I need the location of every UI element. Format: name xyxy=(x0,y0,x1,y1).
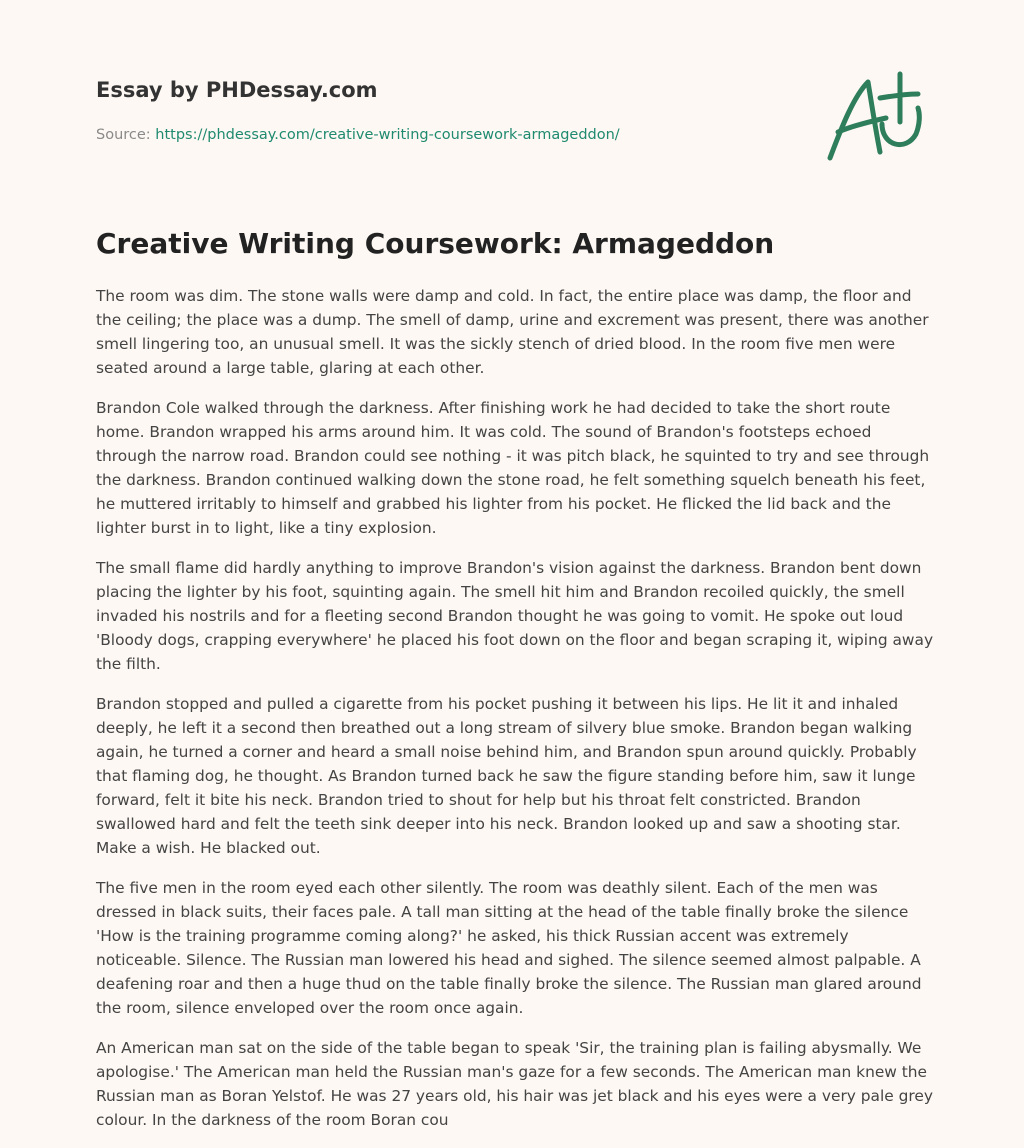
body-paragraph: The small flame did hardly anything to improve Brandon's vision against the darkness. Brandon bent down placing the lighter by his foot, squinting again. The smell hit him and Brandon recoiled quickly, the smell invaded his nostrils and for a fleeting second Brandon thought he was going to vomit. He spoke out loud 'Bloody dogs, crapping everywhere' he placed his foot down on the floor and began scraping it, wiping away the filth. xyxy=(96,559,934,673)
source-label: Source: xyxy=(96,127,151,143)
essay-title: Creative Writing Coursework: Armageddon xyxy=(96,227,775,260)
body-paragraph: The five men in the room eyed each other silently. The room was deathly silent. Each of the men was dressed in black suits, their faces pale. A tall man sitting at the head of the table finally broke the silence 'How is the training programme coming along?' he asked, his thick Russian accent was extremely noticeable. Silence. The Russian man lowered his head and sighed. The silence seemed almost palpable. A deafening roar and then a huge thud on the table finally broke the silence. The Russian man glared around the room, silence enveloped over the room once again. xyxy=(96,879,922,1017)
body-paragraph: The room was dim. The stone walls were damp and cold. In fact, the entire place was damp, the floor and the ceiling; the place was a dump. The smell of damp, urine and excrement was present, there was another smell lingering too, an unusual smell. It was the sickly stench of dried blood. In the room five men were seated around a large table, glaring at each other. xyxy=(96,287,929,377)
body-paragraph: Brandon Cole walked through the darkness. After finishing work he had decided to take the short route home. Brandon wrapped his arms around him. It was cold. The sound of Brandon's footsteps echoed through the narrow road. Brandon could see nothing - it was pitch black, he squinted to try and see through the darkness. Brandon continued walking down the stone road, he felt something squelch beneath his feet, he muttered irritably to himself and grabbed his lighter from his pocket. He flicked the lid back and the lighter burst in to light, like a tiny explosion. xyxy=(96,399,930,537)
a-plus-grade-icon xyxy=(820,66,930,166)
source-link[interactable]: https://phdessay.com/creative-writing-coursework-armageddon/ xyxy=(155,127,620,143)
essay-header xyxy=(96,72,928,145)
source-line xyxy=(96,125,928,145)
body-paragraph: An American man sat on the side of the table began to speak 'Sir, the training plan is failing abysmally. We apologise.' The American man held the Russian man's gaze for a few seconds. The American man knew the Russian man as Boran Yelstof. He was 27 years old, his hair was jet black and his eyes were a very pale grey colour. In the darkness of the room Boran cou xyxy=(96,1039,933,1129)
essay-body xyxy=(96,284,934,1148)
body-paragraph: Brandon stopped and pulled a cigarette from his pocket pushing it between his lips. He lit it and inhaled deeply, he left it a second then breathed out a long stream of silvery blue smoke. Brandon began walking again, he turned a corner and heard a small noise behind him, and Brandon spun around quickly. Probably that flaming dog, he thought. As Brandon turned back he saw the figure standing before him, saw it lunge forward, felt it bite his neck. Brandon tried to shout for help but his throat felt constricted. Brandon swallowed hard and felt the teeth sink deeper into his neck. Brandon looked up and saw a shooting star. Make a wish. He blacked out. xyxy=(96,695,917,857)
site-brand: Essay by PHDessay.com xyxy=(96,78,378,102)
